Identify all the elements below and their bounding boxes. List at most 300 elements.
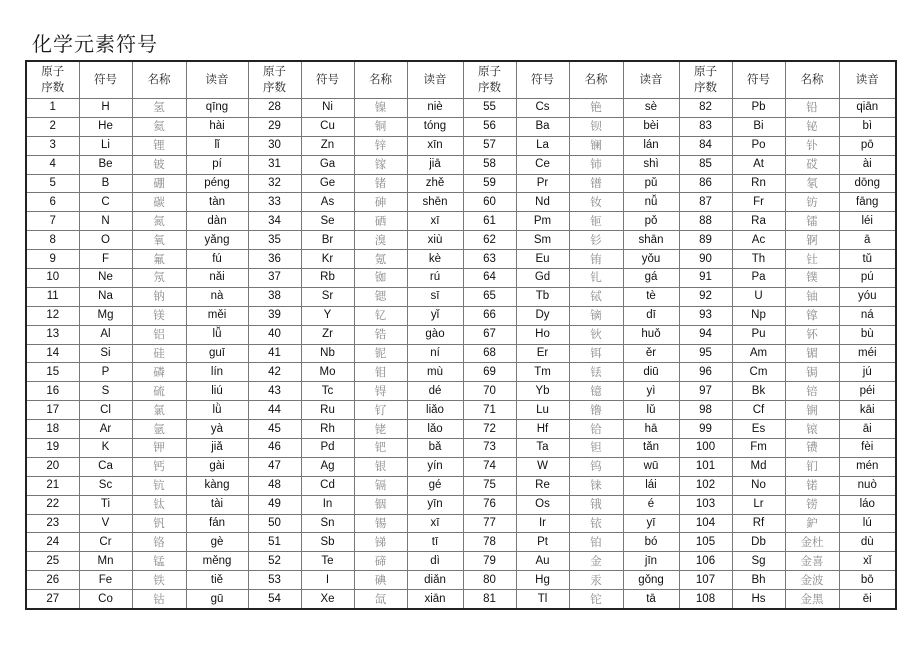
atomic-number-cell: 93 <box>679 306 732 325</box>
reading-cell: xiù <box>407 231 463 250</box>
symbol-cell: Am <box>732 344 785 363</box>
element-name-cell: 铥 <box>569 363 623 382</box>
symbol-cell: Tc <box>301 382 354 401</box>
symbol-cell: O <box>79 231 132 250</box>
atomic-number-cell: 39 <box>248 306 301 325</box>
atomic-number-cell: 6 <box>26 193 79 212</box>
reading-cell: tiě <box>186 571 248 590</box>
atomic-number-cell: 52 <box>248 552 301 571</box>
reading-cell: rú <box>407 269 463 288</box>
symbol-cell: Es <box>732 420 785 439</box>
element-name-cell: 铟 <box>354 495 407 514</box>
atomic-number-cell: 55 <box>463 99 516 118</box>
reading-cell: tǎn <box>623 439 679 458</box>
element-name-cell: 氩 <box>132 420 186 439</box>
element-name-cell: 钐 <box>569 231 623 250</box>
atomic-number-cell: 3 <box>26 136 79 155</box>
atomic-number-cell: 92 <box>679 287 732 306</box>
reading-cell: ā <box>839 231 896 250</box>
element-name-cell: 钪 <box>132 476 186 495</box>
element-name-cell: 钚 <box>785 325 839 344</box>
atomic-number-cell: 20 <box>26 457 79 476</box>
symbol-cell: K <box>79 439 132 458</box>
symbol-cell: C <box>79 193 132 212</box>
atomic-number-cell: 24 <box>26 533 79 552</box>
element-name-cell: 镨 <box>569 174 623 193</box>
reading-cell: niè <box>407 99 463 118</box>
element-name-cell: 金喜 <box>785 552 839 571</box>
reading-cell: dī <box>623 306 679 325</box>
atomic-number-cell: 86 <box>679 174 732 193</box>
symbol-cell: Hf <box>516 420 569 439</box>
atomic-number-cell: 34 <box>248 212 301 231</box>
symbol-cell: Bi <box>732 117 785 136</box>
symbol-cell: Pm <box>516 212 569 231</box>
header-atomic-number <box>463 61 516 99</box>
symbol-cell: Dy <box>516 306 569 325</box>
reading-cell: yī <box>623 514 679 533</box>
symbol-cell: Ru <box>301 401 354 420</box>
atomic-number-cell: 64 <box>463 269 516 288</box>
symbol-cell: Ta <box>516 439 569 458</box>
symbol-cell: Mn <box>79 552 132 571</box>
symbol-cell: Li <box>79 136 132 155</box>
element-name-cell: 钙 <box>132 457 186 476</box>
reading-cell: qīng <box>186 99 248 118</box>
reading-cell: xǐ <box>839 552 896 571</box>
symbol-cell: Os <box>516 495 569 514</box>
atomic-number-cell: 45 <box>248 420 301 439</box>
symbol-cell: Zn <box>301 136 354 155</box>
symbol-cell: Tb <box>516 287 569 306</box>
element-name-cell: 锗 <box>354 174 407 193</box>
reading-cell: gè <box>186 533 248 552</box>
atomic-number-cell: 37 <box>248 269 301 288</box>
symbol-cell: Sn <box>301 514 354 533</box>
atomic-number-cell: 101 <box>679 457 732 476</box>
reading-cell: shān <box>623 231 679 250</box>
reading-cell: wū <box>623 457 679 476</box>
header-name: 名称 <box>569 61 623 99</box>
element-name-cell: 镎 <box>785 306 839 325</box>
symbol-cell: Cs <box>516 99 569 118</box>
element-name-cell: 铁 <box>132 571 186 590</box>
reading-cell: diǎn <box>407 571 463 590</box>
atomic-number-cell: 74 <box>463 457 516 476</box>
header-label: 序数 <box>694 82 717 94</box>
reading-cell: gé <box>407 476 463 495</box>
reading-cell: nuò <box>839 476 896 495</box>
element-name-cell: 锔 <box>785 363 839 382</box>
symbol-cell: Th <box>732 250 785 269</box>
atomic-number-cell: 104 <box>679 514 732 533</box>
element-name-cell: 磷 <box>132 363 186 382</box>
atomic-number-cell: 41 <box>248 344 301 363</box>
element-name-cell: 金杜 <box>785 533 839 552</box>
atomic-number-cell: 2 <box>26 117 79 136</box>
atomic-number-cell: 42 <box>248 363 301 382</box>
table-row <box>26 174 896 193</box>
atomic-number-cell: 97 <box>679 382 732 401</box>
reading-cell: pǒ <box>623 212 679 231</box>
atomic-number-cell: 7 <box>26 212 79 231</box>
atomic-number-cell: 87 <box>679 193 732 212</box>
atomic-number-cell: 27 <box>26 590 79 609</box>
reading-cell: péng <box>186 174 248 193</box>
reading-cell: xīn <box>407 136 463 155</box>
atomic-number-cell: 57 <box>463 136 516 155</box>
reading-cell: pú <box>839 269 896 288</box>
symbol-cell: Yb <box>516 382 569 401</box>
reading-cell: yǐ <box>407 306 463 325</box>
symbol-cell: S <box>79 382 132 401</box>
element-name-cell: 汞 <box>569 571 623 590</box>
reading-cell: āi <box>839 420 896 439</box>
element-name-cell: 镁 <box>132 306 186 325</box>
atomic-number-cell: 80 <box>463 571 516 590</box>
table-row <box>26 401 896 420</box>
element-name-cell: 锶 <box>354 287 407 306</box>
atomic-number-cell: 21 <box>26 476 79 495</box>
element-name-cell: 镅 <box>785 344 839 363</box>
reading-cell: měi <box>186 306 248 325</box>
symbol-cell: Y <box>301 306 354 325</box>
atomic-number-cell: 29 <box>248 117 301 136</box>
reading-cell: bù <box>839 325 896 344</box>
element-name-cell: 锰 <box>132 552 186 571</box>
element-name-cell: 钫 <box>785 193 839 212</box>
atomic-number-cell: 9 <box>26 250 79 269</box>
atomic-number-cell: 85 <box>679 155 732 174</box>
reading-cell: dù <box>839 533 896 552</box>
reading-cell: bǎ <box>407 439 463 458</box>
symbol-cell: Pd <box>301 439 354 458</box>
symbol-cell: Cu <box>301 117 354 136</box>
table-row <box>26 117 896 136</box>
reading-cell: péi <box>839 382 896 401</box>
header-label: 序数 <box>263 82 286 94</box>
reading-cell: nǚ <box>623 193 679 212</box>
element-name-cell: 钷 <box>569 212 623 231</box>
header-label: 原子 <box>41 66 65 78</box>
element-name-cell: 铀 <box>785 287 839 306</box>
reading-cell: lǜ <box>186 401 248 420</box>
atomic-number-cell: 46 <box>248 439 301 458</box>
symbol-cell: Be <box>79 155 132 174</box>
element-name-cell: 锎 <box>785 401 839 420</box>
atomic-number-cell: 83 <box>679 117 732 136</box>
symbol-cell: Pr <box>516 174 569 193</box>
reading-cell: zhě <box>407 174 463 193</box>
symbol-cell: Cr <box>79 533 132 552</box>
symbol-cell: Hg <box>516 571 569 590</box>
element-name-cell: 硅 <box>132 344 186 363</box>
header-symbol: 符号 <box>732 61 785 99</box>
element-name-cell: 钛 <box>132 495 186 514</box>
element-name-cell: 钯 <box>354 439 407 458</box>
element-name-cell: 镭 <box>785 212 839 231</box>
atomic-number-cell: 81 <box>463 590 516 609</box>
atomic-number-cell: 103 <box>679 495 732 514</box>
atomic-number-cell: 56 <box>463 117 516 136</box>
element-name-cell: 锑 <box>354 533 407 552</box>
element-name-cell: 铕 <box>569 250 623 269</box>
header-atomic-number <box>679 61 732 99</box>
symbol-cell: Ac <box>732 231 785 250</box>
atomic-number-cell: 63 <box>463 250 516 269</box>
atomic-number-cell: 4 <box>26 155 79 174</box>
reading-cell: tǔ <box>839 250 896 269</box>
atomic-number-cell: 88 <box>679 212 732 231</box>
element-name-cell: 氖 <box>132 269 186 288</box>
symbol-cell: Ra <box>732 212 785 231</box>
atomic-number-cell: 51 <box>248 533 301 552</box>
atomic-number-cell: 98 <box>679 401 732 420</box>
atomic-number-cell: 12 <box>26 306 79 325</box>
atomic-number-cell: 40 <box>248 325 301 344</box>
element-name-cell: 铬 <box>132 533 186 552</box>
atomic-number-cell: 89 <box>679 231 732 250</box>
element-name-cell: 铹 <box>785 495 839 514</box>
atomic-number-cell: 76 <box>463 495 516 514</box>
header-symbol: 符号 <box>79 61 132 99</box>
atomic-number-cell: 91 <box>679 269 732 288</box>
symbol-cell: Nb <box>301 344 354 363</box>
symbol-cell: Ti <box>79 495 132 514</box>
table-row <box>26 514 896 533</box>
element-name-cell: 铒 <box>569 344 623 363</box>
table-row <box>26 231 896 250</box>
table-row <box>26 420 896 439</box>
symbol-cell: Pu <box>732 325 785 344</box>
reading-cell: yīn <box>407 495 463 514</box>
atomic-number-cell: 53 <box>248 571 301 590</box>
reading-cell: tài <box>186 495 248 514</box>
reading-cell: pō <box>839 136 896 155</box>
element-name-cell: 砹 <box>785 155 839 174</box>
symbol-cell: Ge <box>301 174 354 193</box>
reading-cell: dì <box>407 552 463 571</box>
atomic-number-cell: 75 <box>463 476 516 495</box>
reading-cell: guī <box>186 344 248 363</box>
reading-cell: mén <box>839 457 896 476</box>
reading-cell: shì <box>623 155 679 174</box>
element-name-cell: 镍 <box>354 99 407 118</box>
table-row <box>26 325 896 344</box>
symbol-cell: Pb <box>732 99 785 118</box>
element-name-cell: 钼 <box>354 363 407 382</box>
header-atomic-number <box>248 61 301 99</box>
atomic-number-cell: 32 <box>248 174 301 193</box>
symbol-cell: Sm <box>516 231 569 250</box>
atomic-number-cell: 14 <box>26 344 79 363</box>
element-name-cell: 金波 <box>785 571 839 590</box>
atomic-number-cell: 67 <box>463 325 516 344</box>
reading-cell: bèi <box>623 117 679 136</box>
symbol-cell: Rb <box>301 269 354 288</box>
symbol-cell: N <box>79 212 132 231</box>
reading-cell: tè <box>623 287 679 306</box>
element-name-cell: 钋 <box>785 136 839 155</box>
table-body <box>26 99 896 610</box>
element-name-cell: 铯 <box>569 99 623 118</box>
header-name: 名称 <box>785 61 839 99</box>
atomic-number-cell: 28 <box>248 99 301 118</box>
element-name-cell: 氦 <box>132 117 186 136</box>
element-name-cell: 硫 <box>132 382 186 401</box>
reading-cell: fú <box>186 250 248 269</box>
header-symbol: 符号 <box>301 61 354 99</box>
reading-cell: sī <box>407 287 463 306</box>
atomic-number-cell: 82 <box>679 99 732 118</box>
symbol-cell: Mg <box>79 306 132 325</box>
element-name-cell: 铂 <box>569 533 623 552</box>
symbol-cell: As <box>301 193 354 212</box>
symbol-cell: Ca <box>79 457 132 476</box>
element-name-cell: 镥 <box>569 401 623 420</box>
element-name-cell: 鈩 <box>785 514 839 533</box>
table-row <box>26 363 896 382</box>
atomic-number-cell: 58 <box>463 155 516 174</box>
header-reading: 读音 <box>623 61 679 99</box>
header-symbol: 符号 <box>516 61 569 99</box>
element-name-cell: 银 <box>354 457 407 476</box>
element-name-cell: 钕 <box>569 193 623 212</box>
element-name-cell: 钠 <box>132 287 186 306</box>
element-name-cell: 钒 <box>132 514 186 533</box>
atomic-number-cell: 108 <box>679 590 732 609</box>
symbol-cell: Br <box>301 231 354 250</box>
header-atomic-number <box>26 61 79 99</box>
element-name-cell: 铈 <box>569 155 623 174</box>
element-name-cell: 氢 <box>132 99 186 118</box>
atomic-number-cell: 94 <box>679 325 732 344</box>
table-row <box>26 382 896 401</box>
symbol-cell: V <box>79 514 132 533</box>
element-name-cell: 钨 <box>569 457 623 476</box>
symbol-cell: At <box>732 155 785 174</box>
reading-cell: gào <box>407 325 463 344</box>
element-name-cell: 砷 <box>354 193 407 212</box>
reading-cell: xiān <box>407 590 463 609</box>
atomic-number-cell: 69 <box>463 363 516 382</box>
reading-cell: lú <box>839 514 896 533</box>
table-row <box>26 533 896 552</box>
element-name-cell: 锡 <box>354 514 407 533</box>
element-name-cell: 铌 <box>354 344 407 363</box>
table-row <box>26 590 896 609</box>
symbol-cell: F <box>79 250 132 269</box>
atomic-number-cell: 78 <box>463 533 516 552</box>
atomic-number-cell: 72 <box>463 420 516 439</box>
symbol-cell: He <box>79 117 132 136</box>
symbol-cell: Ho <box>516 325 569 344</box>
symbol-cell: Db <box>732 533 785 552</box>
symbol-cell: Gd <box>516 269 569 288</box>
reading-cell: gǒng <box>623 571 679 590</box>
reading-cell: dàn <box>186 212 248 231</box>
element-name-cell: 铝 <box>132 325 186 344</box>
atomic-number-cell: 60 <box>463 193 516 212</box>
symbol-cell: Ba <box>516 117 569 136</box>
table-row <box>26 212 896 231</box>
symbol-cell: P <box>79 363 132 382</box>
symbol-cell: W <box>516 457 569 476</box>
reading-cell: lán <box>623 136 679 155</box>
table-row <box>26 552 896 571</box>
element-name-cell: 钬 <box>569 325 623 344</box>
table-row <box>26 269 896 288</box>
element-name-cell: 锆 <box>354 325 407 344</box>
symbol-cell: Ir <box>516 514 569 533</box>
element-name-cell: 铋 <box>785 117 839 136</box>
header-reading: 读音 <box>407 61 463 99</box>
reading-cell: kàng <box>186 476 248 495</box>
element-name-cell: 镄 <box>785 439 839 458</box>
reading-cell: nǎi <box>186 269 248 288</box>
reading-cell: ěr <box>623 344 679 363</box>
symbol-cell: Rn <box>732 174 785 193</box>
element-name-cell: 溴 <box>354 231 407 250</box>
symbol-cell: Lu <box>516 401 569 420</box>
symbol-cell: Re <box>516 476 569 495</box>
atomic-number-cell: 33 <box>248 193 301 212</box>
symbol-cell: Ne <box>79 269 132 288</box>
atomic-number-cell: 11 <box>26 287 79 306</box>
reading-cell: é <box>623 495 679 514</box>
symbol-cell: Au <box>516 552 569 571</box>
reading-cell: yóu <box>839 287 896 306</box>
atomic-number-cell: 62 <box>463 231 516 250</box>
symbol-cell: Fr <box>732 193 785 212</box>
symbol-cell: Bk <box>732 382 785 401</box>
symbol-cell: Fe <box>79 571 132 590</box>
atomic-number-cell: 43 <box>248 382 301 401</box>
atomic-number-cell: 38 <box>248 287 301 306</box>
atomic-number-cell: 18 <box>26 420 79 439</box>
atomic-number-cell: 50 <box>248 514 301 533</box>
reading-cell: sè <box>623 99 679 118</box>
header-label: 原子 <box>694 66 717 78</box>
atomic-number-cell: 17 <box>26 401 79 420</box>
symbol-cell: Te <box>301 552 354 571</box>
symbol-cell: Sb <box>301 533 354 552</box>
symbol-cell: H <box>79 99 132 118</box>
header-name: 名称 <box>132 61 186 99</box>
reading-cell: měng <box>186 552 248 571</box>
header-name: 名称 <box>354 61 407 99</box>
element-name-cell: 碳 <box>132 193 186 212</box>
element-name-cell: 氮 <box>132 212 186 231</box>
table-row <box>26 495 896 514</box>
element-name-cell: 氯 <box>132 401 186 420</box>
table-row <box>26 250 896 269</box>
reading-cell: shēn <box>407 193 463 212</box>
reading-cell: ná <box>839 306 896 325</box>
symbol-cell: Fm <box>732 439 785 458</box>
reading-cell: ní <box>407 344 463 363</box>
element-name-cell: 钽 <box>569 439 623 458</box>
reading-cell: ēi <box>839 590 896 609</box>
reading-cell: liú <box>186 382 248 401</box>
reading-cell: lǚ <box>186 325 248 344</box>
header-reading: 读音 <box>186 61 248 99</box>
atomic-number-cell: 105 <box>679 533 732 552</box>
symbol-cell: Cf <box>732 401 785 420</box>
reading-cell: tàn <box>186 193 248 212</box>
reading-cell: lǎo <box>407 420 463 439</box>
symbol-cell: Cd <box>301 476 354 495</box>
